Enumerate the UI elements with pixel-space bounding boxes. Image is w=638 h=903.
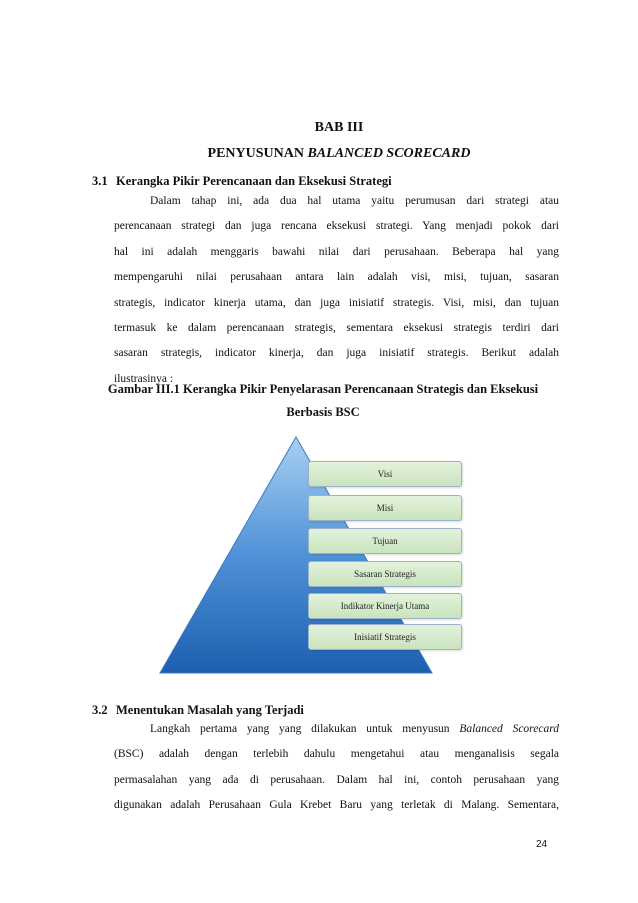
paragraph-line: (BSC) adalah dengan terlebih dahulu mengetahui atau menganalisis segala [114, 748, 559, 761]
paragraph-line: termasuk ke dalam perencanaan strategis, sementara eksekusi strategis terdiri dari [114, 321, 559, 334]
section-number: 3.2 [92, 703, 108, 717]
paragraph-line: ilustrasinya : [114, 372, 174, 385]
chapter-title-italic: BALANCED SCORECARD [307, 146, 471, 161]
paragraph-line: Langkah pertama yang yang dilakukan untuk menyusun Balanced Scorecard [150, 723, 559, 735]
section-title: Menentukan Masalah yang Terjadi [116, 703, 304, 717]
chapter-label: BAB III [314, 120, 364, 135]
figure-caption [88, 378, 558, 424]
paragraph-line: strategis, indicator kinerja utama, dan juga inisiatif strategis. Visi, misi, dan tujuan [114, 296, 559, 309]
section-title: Kerangka Pikir Perencanaan dan Eksekusi Strategi [116, 174, 392, 188]
tier-inisiatif-strategis: Inisiatif Strategis [308, 624, 462, 650]
tier-misi: Misi [308, 495, 462, 521]
section-3-2-heading [92, 703, 304, 718]
section-3-1-heading [92, 174, 392, 189]
paragraph-line: permasalahan yang ada di perusahaan. Dalam hal ini, contoh perusahaan yang [114, 773, 559, 786]
tier-sasaran-strategis: Sasaran Strategis [308, 561, 462, 587]
figure-caption-line2: Berbasis BSC [286, 405, 360, 419]
paragraph-line: sasaran strategis, indicator kinerja, dan juga inisiatif strategis. Berikut adalah [114, 347, 559, 360]
paragraph-line: digunakan adalah Perusahaan Gula Krebet Baru yang terletak di Malang. Sementara, [114, 799, 559, 812]
paragraph-line: perencanaan strategi dan juga rencana eksekusi strategi. Yang menjadi pokok dari [114, 220, 559, 233]
tier-visi: Visi [308, 461, 462, 487]
paragraph-line: hal ini adalah menggaris bawahi nilai dari perusahaan. Beberapa hal yang [114, 245, 559, 258]
section-3-2-paragraph [114, 717, 559, 819]
bsc-pyramid-diagram [150, 425, 470, 685]
section-number: 3.1 [92, 174, 108, 188]
tier-tujuan: Tujuan [308, 528, 462, 554]
paragraph-line: Dalam tahap ini, ada dua hal utama yaitu perumusan dari strategi atau [150, 195, 559, 207]
tier-indikator-kinerja-utama: Indikator Kinerja Utama [308, 593, 462, 619]
chapter-title: PENYUSUNAN BALANCED SCORECARD [207, 146, 471, 161]
page-number: 24 [536, 839, 548, 850]
figure-caption-line1: Gambar III.1 Kerangka Pikir Penyelarasan Perencanaan Strategis dan Eksekusi [107, 382, 539, 396]
paragraph-line: mempengaruhi nilai perusahaan antara lain adalah visi, misi, tujuan, sasaran [114, 271, 559, 284]
section-3-1-paragraph [114, 189, 559, 392]
